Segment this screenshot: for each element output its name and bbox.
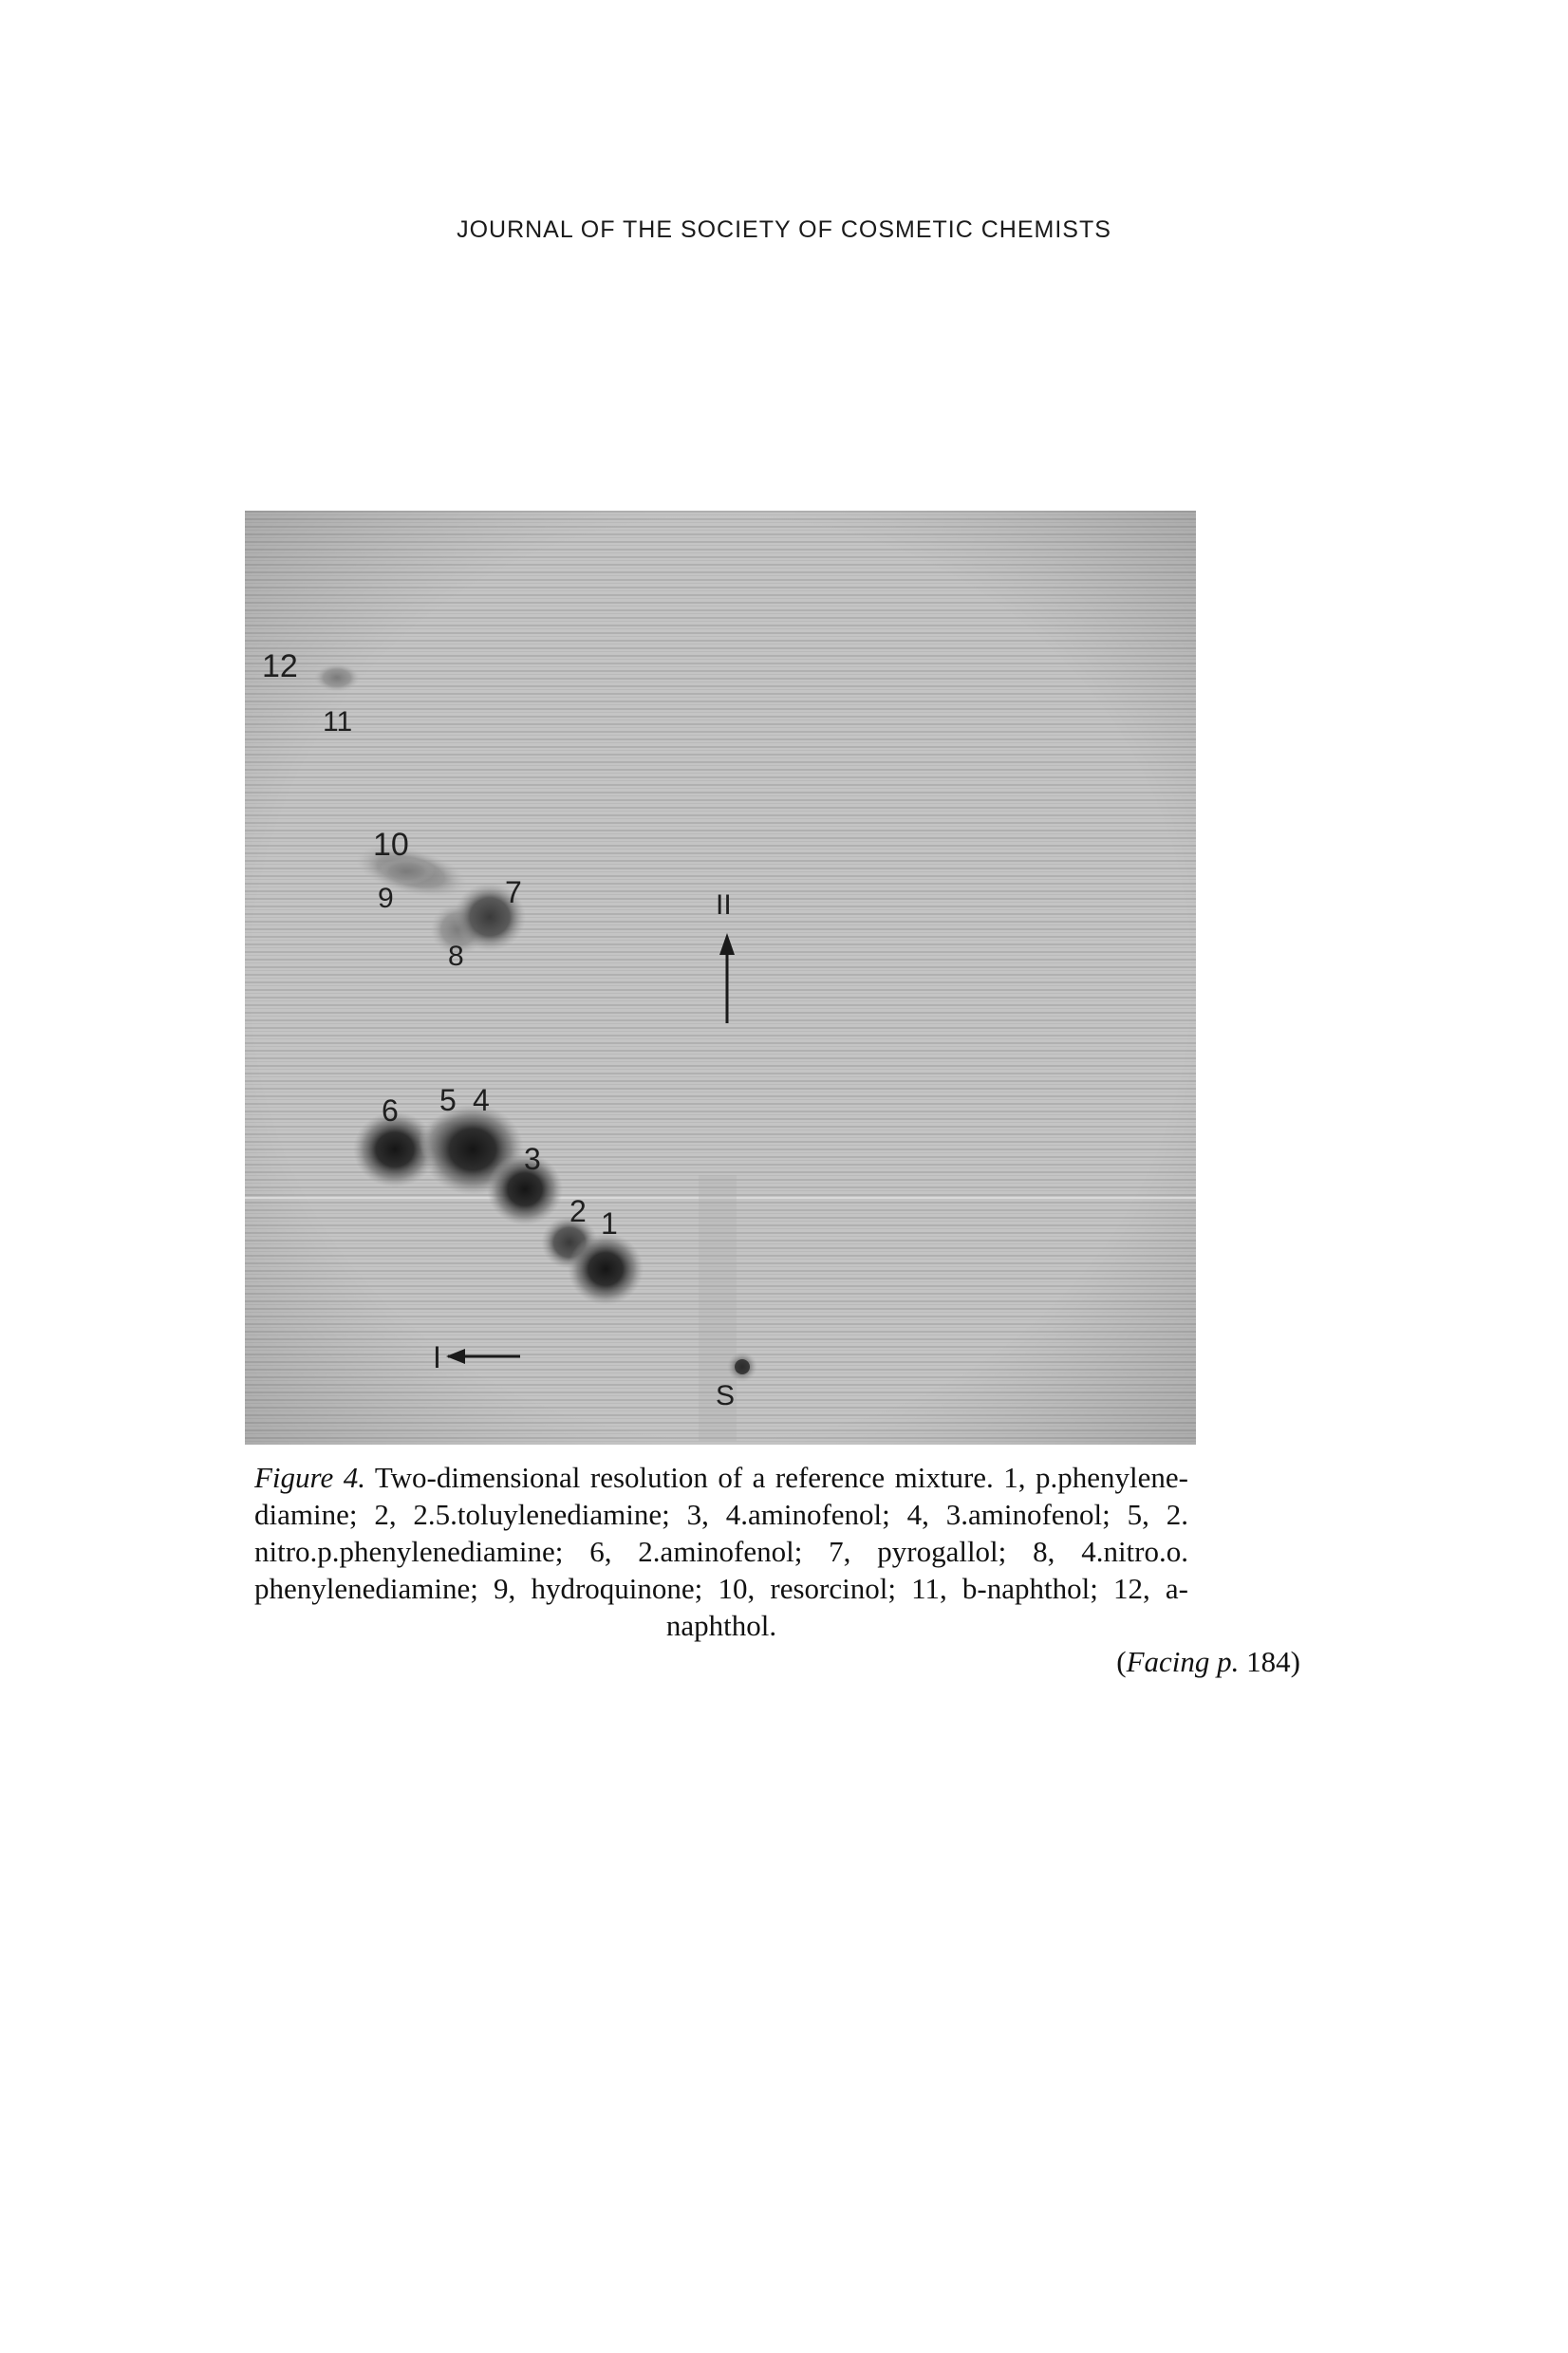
facing-label: Facing p.	[1126, 1645, 1240, 1678]
spot-label-8: 8	[448, 941, 464, 972]
spot-label-10: 10	[373, 827, 409, 863]
chromatogram-plate	[245, 511, 1196, 1445]
page-number: 184	[1246, 1645, 1291, 1678]
start-label: S	[716, 1380, 736, 1411]
spot-1	[568, 1233, 644, 1305]
spot-label-3: 3	[524, 1142, 541, 1176]
spot-label-4: 4	[473, 1083, 490, 1117]
direction-2-label: II	[716, 889, 732, 921]
spot-label-7: 7	[505, 875, 522, 909]
spot-label-5: 5	[439, 1083, 457, 1117]
caption-text: Two-dimensional resolution of a reference mixture. 1, p.phenylene-diamine; 2, 2.5.toluylenediamine; 3, 4.aminofenol; 4, 3.aminofenol; 5, 2. nitro.p.phenylenediamine; 6, 2.aminofenol; 7, pyrogallol; 8, 4.nitro.o. phenylenediamine; 9, hydroquinone; 10, resorcinol; 11, b-naphthol; 12, a-naphthol.	[254, 1461, 1188, 1643]
spot-label-9: 9	[378, 883, 394, 914]
chromatogram-figure	[245, 511, 1196, 1445]
running-header: JOURNAL OF THE SOCIETY OF COSMETIC CHEMISTS	[457, 216, 1111, 243]
figure-caption	[254, 1459, 1188, 1644]
facing-page-note: (Facing p. 184)	[1116, 1645, 1300, 1678]
spot-label-2: 2	[569, 1194, 587, 1228]
spot-label-11: 11	[323, 706, 353, 738]
direction-1-label: I	[433, 1340, 441, 1374]
spot-label-6: 6	[382, 1093, 399, 1128]
spot-label-1: 1	[601, 1206, 618, 1241]
spot-11-12	[314, 663, 360, 692]
spot-label-12: 12	[262, 648, 298, 684]
figure-number: Figure 4.	[254, 1461, 365, 1494]
